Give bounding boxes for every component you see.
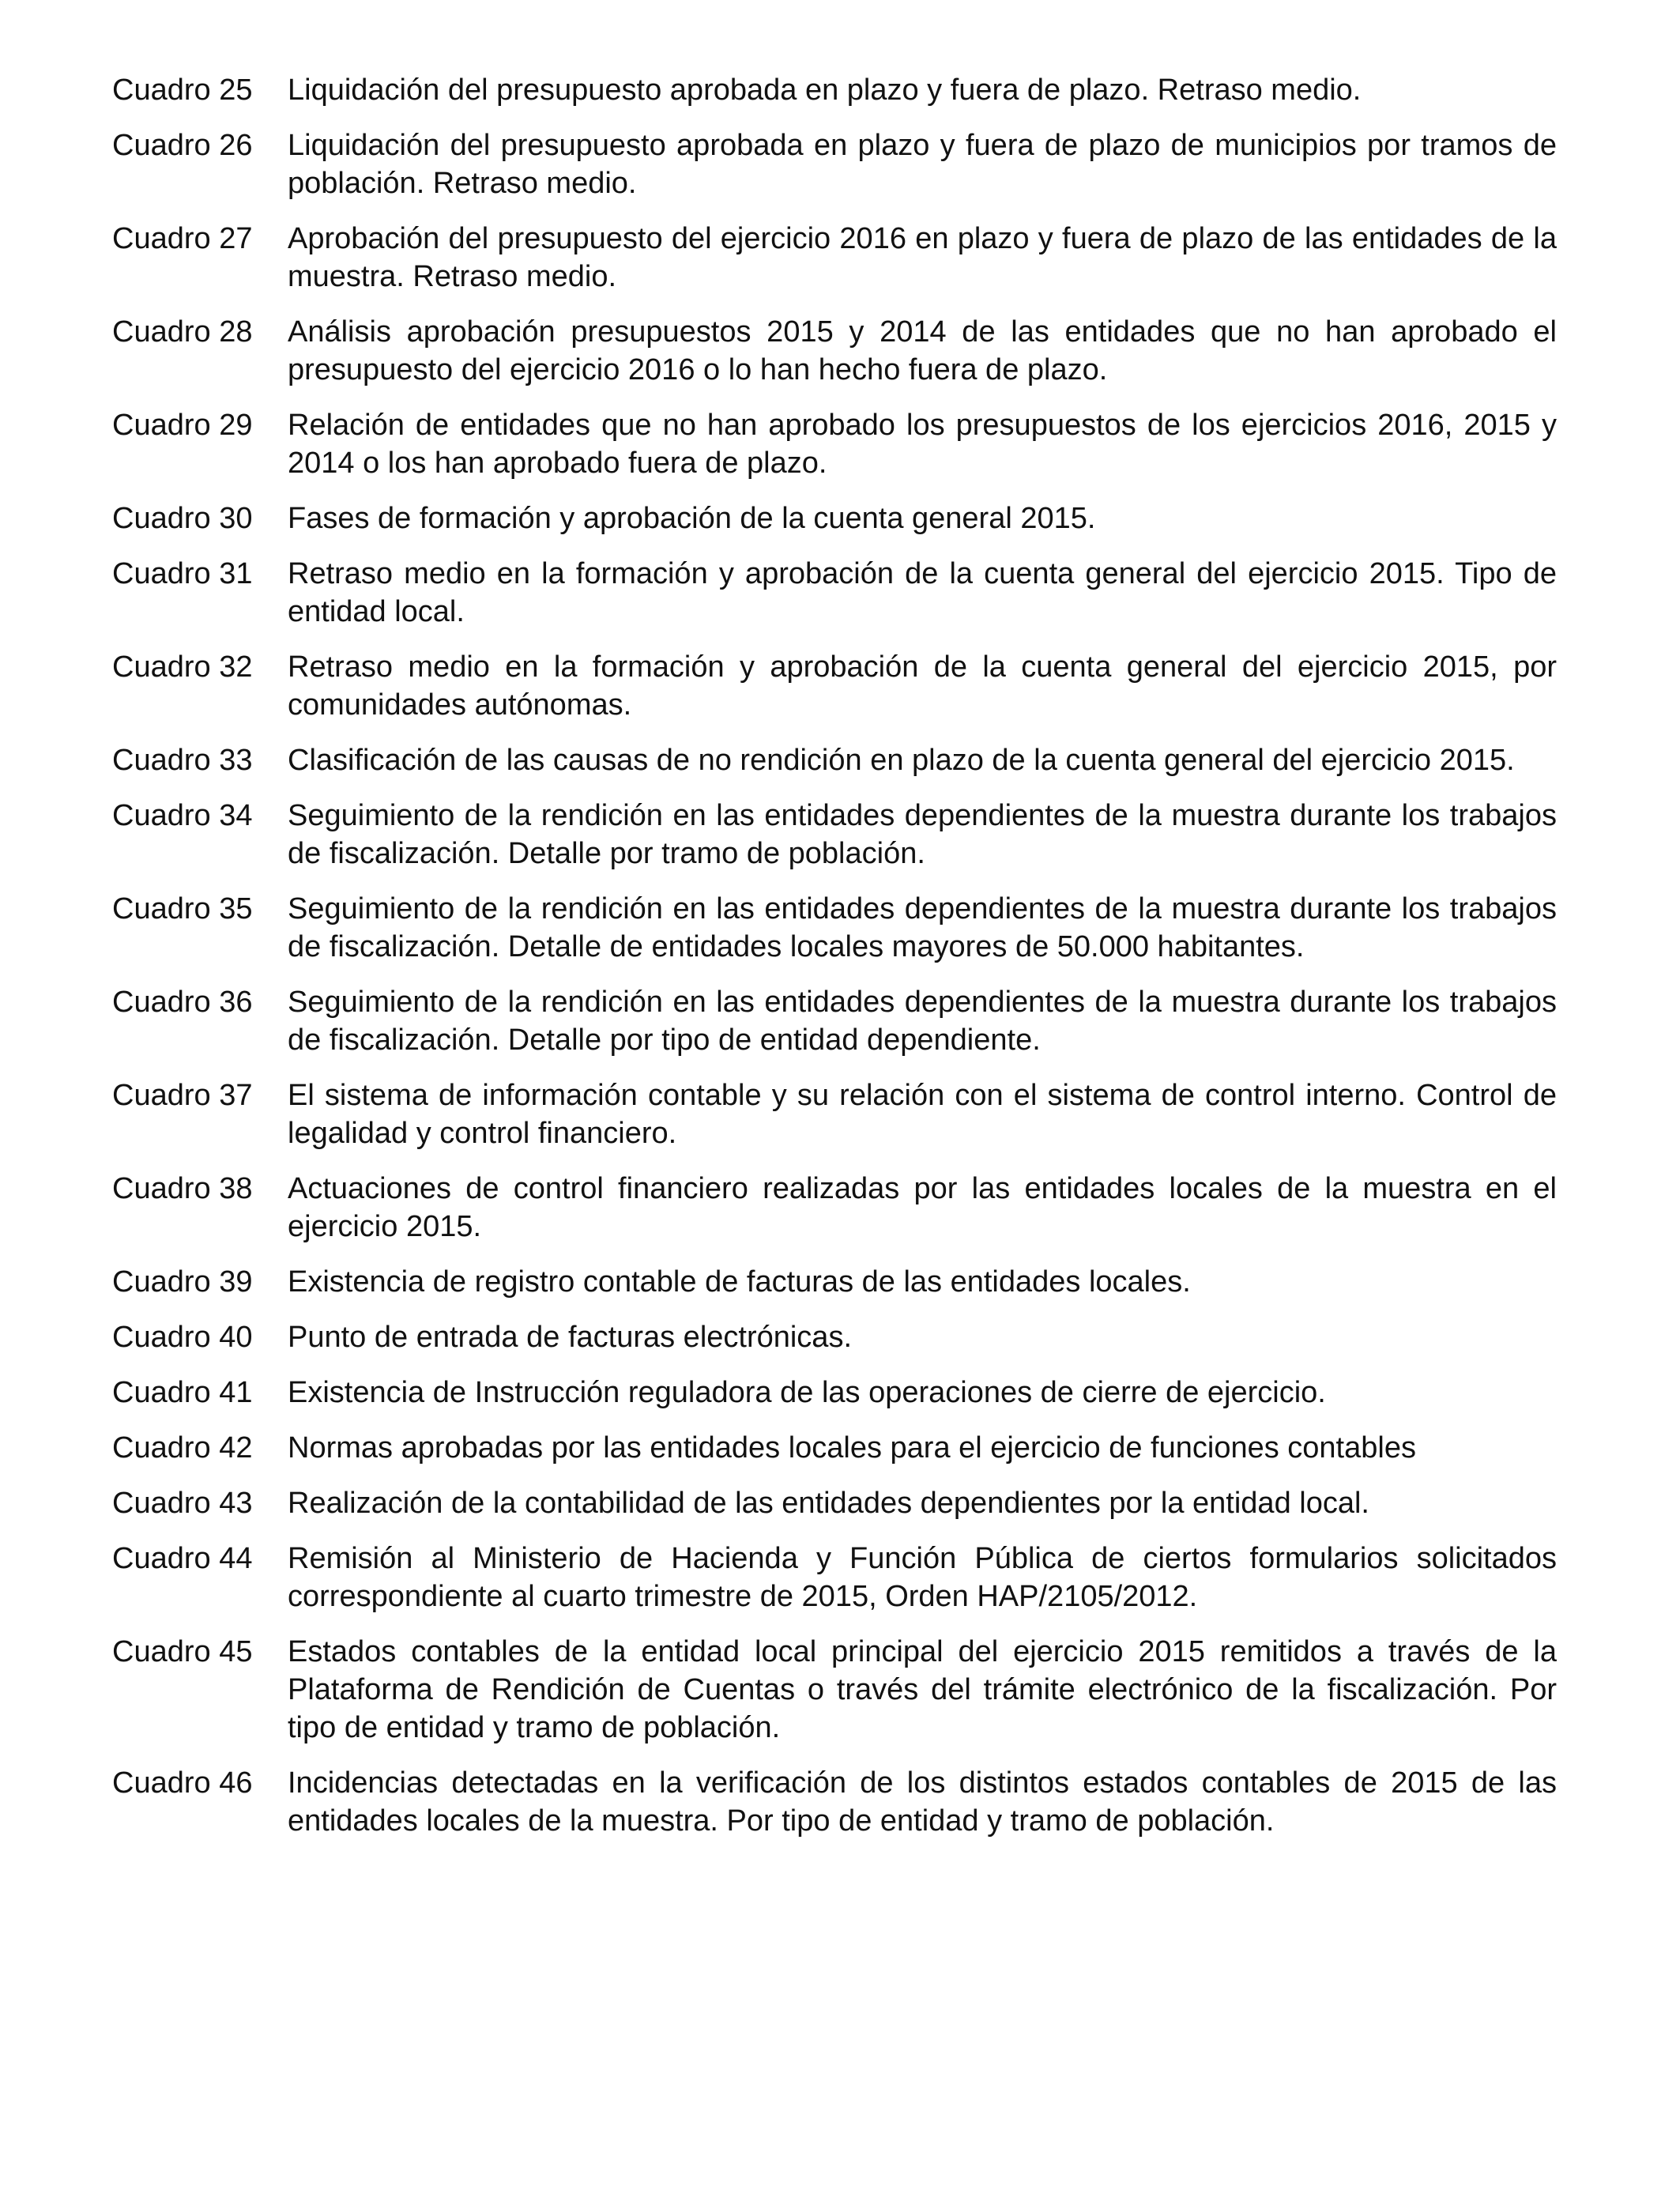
table-number: Cuadro 33 xyxy=(112,744,253,777)
table-number: Cuadro 28 xyxy=(112,315,253,349)
list-item xyxy=(112,1633,1557,1747)
list-item xyxy=(112,797,1557,873)
table-title: Realización de la contabilidad de las entidades dependientes por la entidad local. xyxy=(288,1487,1369,1520)
table-title: Relación de entidades que no han aprobado los presupuestos de los ejercicios 2016, 2015 y 2014 o los han aprobado fuera de plazo. xyxy=(288,409,1557,480)
table-number: Cuadro 41 xyxy=(112,1376,253,1409)
table-number: Cuadro 31 xyxy=(112,557,253,590)
list-item xyxy=(112,1540,1557,1615)
table-number: Cuadro 39 xyxy=(112,1265,253,1299)
table-number: Cuadro 43 xyxy=(112,1487,253,1520)
list-item xyxy=(112,555,1557,631)
table-number: Cuadro 44 xyxy=(112,1542,253,1575)
list-item xyxy=(112,648,1557,724)
table-title: Retraso medio en la formación y aprobación de la cuenta general del ejercicio 2015. Tipo de entidad local. xyxy=(288,557,1557,628)
list-item xyxy=(112,1318,1557,1356)
table-number: Cuadro 30 xyxy=(112,502,253,535)
table-number: Cuadro 37 xyxy=(112,1079,253,1112)
list-item xyxy=(112,1374,1557,1412)
table-title: Liquidación del presupuesto aprobada en plazo y fuera de plazo. Retraso medio. xyxy=(288,74,1362,107)
table-number: Cuadro 38 xyxy=(112,1172,253,1205)
list-item xyxy=(112,1484,1557,1522)
table-title: Fases de formación y aprobación de la cuenta general 2015. xyxy=(288,502,1096,535)
list-item xyxy=(112,1076,1557,1152)
table-title: Clasificación de las causas de no rendición en plazo de la cuenta general del ejercicio 2015. xyxy=(288,744,1515,777)
list-item xyxy=(112,126,1557,202)
table-index-page xyxy=(112,71,1557,1857)
table-number: Cuadro 36 xyxy=(112,986,253,1019)
table-title: Análisis aprobación presupuestos 2015 y 2014 de las entidades que no han aprobado el presupuesto del ejercicio 2016 o lo han hecho fuera de plazo. xyxy=(288,315,1557,386)
table-number: Cuadro 32 xyxy=(112,650,253,684)
table-number: Cuadro 29 xyxy=(112,409,253,442)
table-title: Existencia de Instrucción reguladora de las operaciones de cierre de ejercicio. xyxy=(288,1376,1326,1409)
table-title: Remisión al Ministerio de Hacienda y Función Pública de ciertos formularios solicitados correspondiente al cuarto trimestre de 2015, Orden HAP/2105/2012. xyxy=(288,1542,1557,1613)
table-number: Cuadro 34 xyxy=(112,799,253,832)
table-title: Seguimiento de la rendición en las entidades dependientes de la muestra durante los trabajos de fiscalización. Detalle de entidades locales mayores de 50.000 habitantes. xyxy=(288,892,1557,963)
list-item xyxy=(112,983,1557,1059)
table-title: Normas aprobadas por las entidades locales para el ejercicio de funciones contables xyxy=(288,1431,1416,1465)
table-number: Cuadro 42 xyxy=(112,1431,253,1465)
list-item xyxy=(112,1263,1557,1301)
table-number: Cuadro 25 xyxy=(112,74,253,107)
table-number: Cuadro 35 xyxy=(112,892,253,925)
list-item xyxy=(112,741,1557,779)
table-title: El sistema de información contable y su relación con el sistema de control interno. Control de legalidad y control financiero. xyxy=(288,1079,1557,1150)
table-title: Aprobación del presupuesto del ejercicio 2016 en plazo y fuera de plazo de las entidades de la muestra. Retraso medio. xyxy=(288,222,1557,293)
table-title: Liquidación del presupuesto aprobada en plazo y fuera de plazo de municipios por tramos de población. Retraso medio. xyxy=(288,129,1557,200)
table-number: Cuadro 27 xyxy=(112,222,253,255)
list-item xyxy=(112,1429,1557,1467)
table-title: Seguimiento de la rendición en las entidades dependientes de la muestra durante los trabajos de fiscalización. Detalle por tipo de entidad dependiente. xyxy=(288,986,1557,1057)
list-item xyxy=(112,71,1557,109)
table-number: Cuadro 26 xyxy=(112,129,253,162)
table-number: Cuadro 40 xyxy=(112,1321,253,1354)
table-title: Incidencias detectadas en la verificación de los distintos estados contables de 2015 de las entidades locales de la muestra. Por tipo de entidad y tramo de población. xyxy=(288,1766,1557,1838)
table-title: Actuaciones de control financiero realizadas por las entidades locales de la muestra en el ejercicio 2015. xyxy=(288,1172,1557,1243)
table-title: Estados contables de la entidad local principal del ejercicio 2015 remitidos a través de la Plataforma de Rendición de Cuentas o través del trámite electrónico de la fiscalización. Por tipo de entidad y tramo de población. xyxy=(288,1635,1557,1744)
list-item xyxy=(112,1764,1557,1840)
table-title: Existencia de registro contable de facturas de las entidades locales. xyxy=(288,1265,1191,1299)
list-item xyxy=(112,406,1557,482)
list-item xyxy=(112,1170,1557,1246)
table-number: Cuadro 45 xyxy=(112,1635,253,1668)
list-item xyxy=(112,890,1557,966)
list-item xyxy=(112,313,1557,389)
list-item xyxy=(112,220,1557,296)
table-title: Retraso medio en la formación y aprobación de la cuenta general del ejercicio 2015, por comunidades autónomas. xyxy=(288,650,1557,722)
table-number: Cuadro 46 xyxy=(112,1766,253,1800)
table-title: Punto de entrada de facturas electrónicas. xyxy=(288,1321,853,1354)
table-title: Seguimiento de la rendición en las entidades dependientes de la muestra durante los trabajos de fiscalización. Detalle por tramo de población. xyxy=(288,799,1557,870)
list-item xyxy=(112,499,1557,537)
